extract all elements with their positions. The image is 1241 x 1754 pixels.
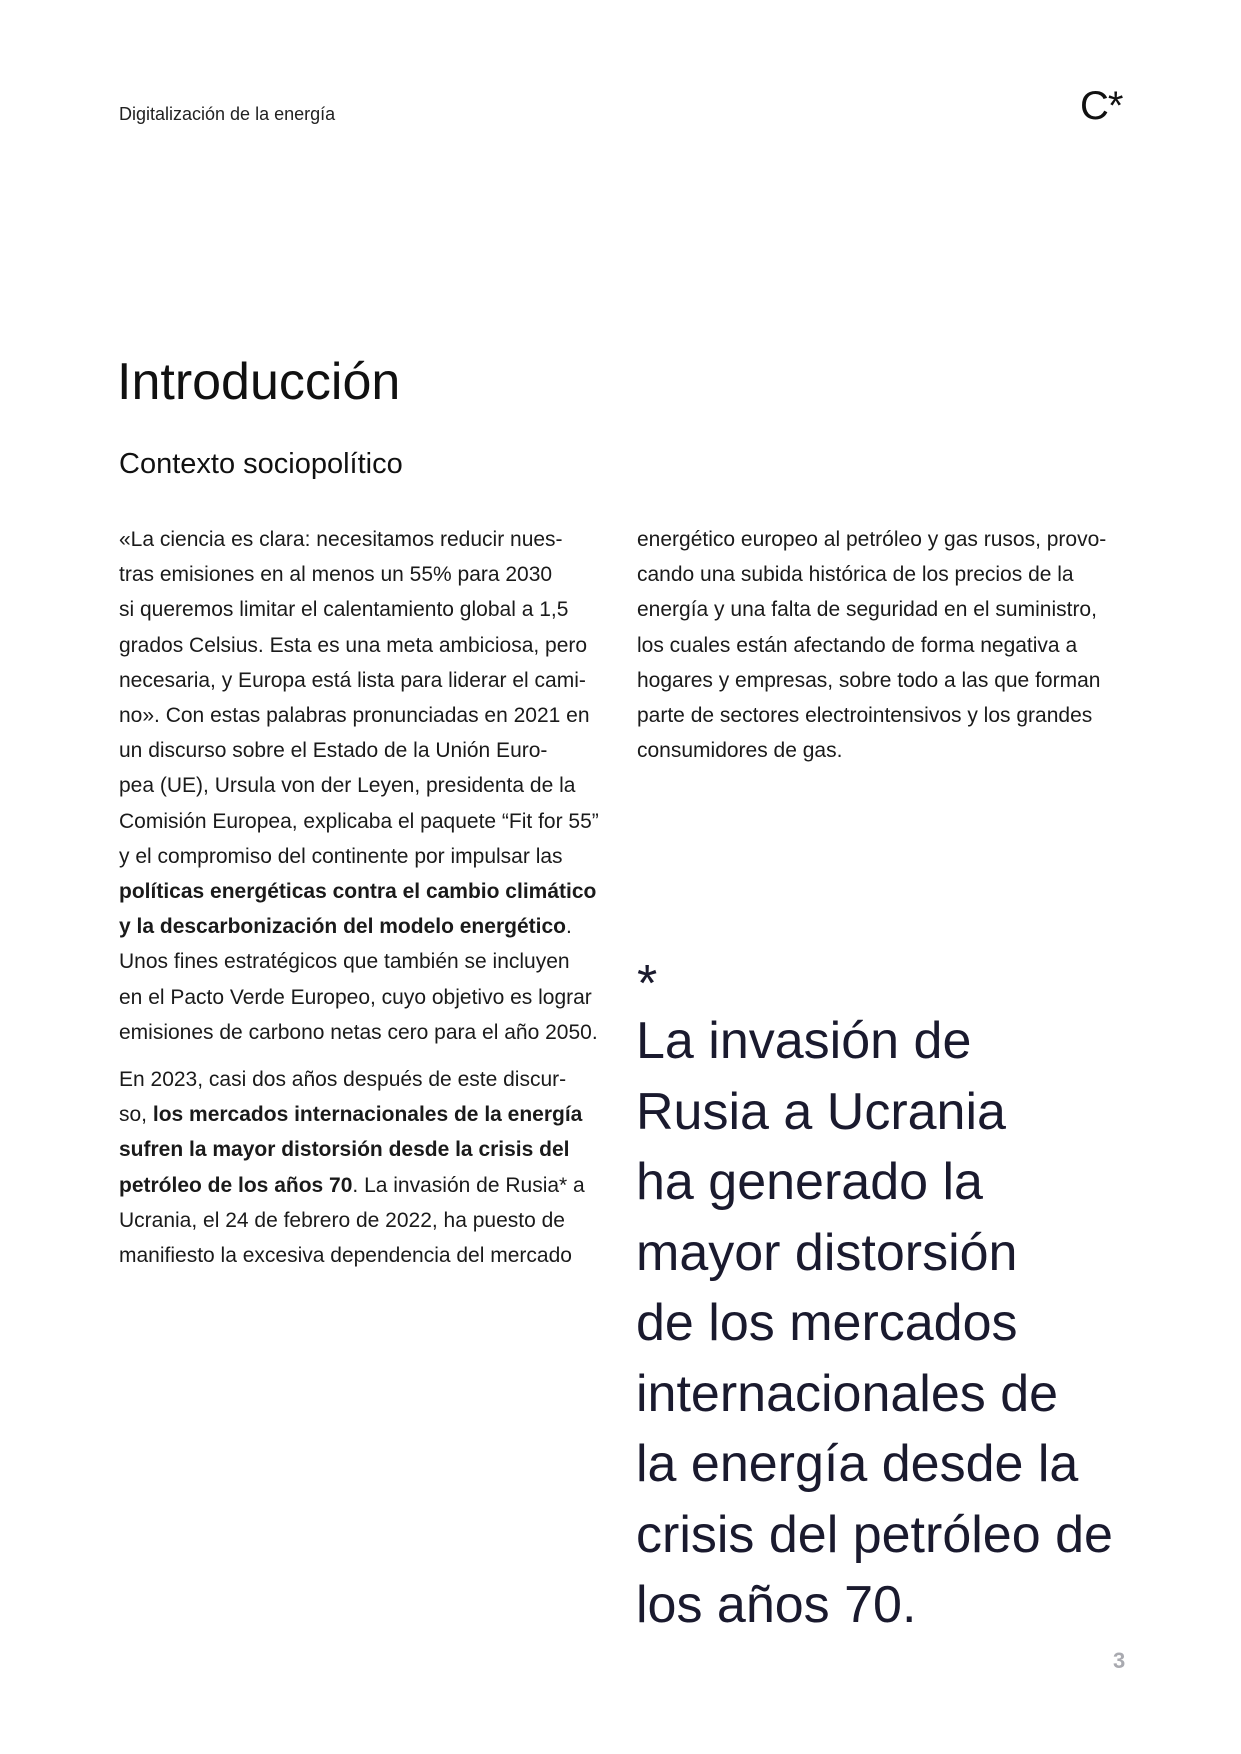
- text-line: tras emisiones en al menos un 55% para 2030: [119, 563, 553, 587]
- paragraph-2: [119, 1062, 619, 1273]
- period: .: [565, 915, 572, 939]
- left-column: [119, 522, 619, 1285]
- text: so,: [119, 1103, 153, 1127]
- bold-text-line: sufren la mayor distorsión desde la crisis del: [119, 1138, 570, 1162]
- pull-quote: [636, 1006, 1156, 1641]
- text-line: Comisión Europea, explicaba el paquete “Fit for 55”: [119, 809, 599, 833]
- text-line: [119, 1168, 619, 1203]
- pull-quote-line: Rusia a Ucrania: [636, 1082, 1006, 1141]
- text-line: [119, 1097, 619, 1132]
- text-line: pea (UE), Ursula von der Leyen, presidenta de la: [119, 774, 576, 798]
- bold-text-line: políticas energéticas contra el cambio climático: [119, 880, 597, 904]
- text-line: grados Celsius. Esta es una meta ambiciosa, pero: [119, 633, 588, 657]
- bold-text: los mercados internacionales de la energía: [152, 1103, 583, 1127]
- bold-text: petróleo de los años 70: [119, 1173, 353, 1197]
- text-line: parte de sectores electrointensivos y los grandes: [637, 704, 1093, 728]
- text-line: y el compromiso del continente por impulsar las: [119, 844, 563, 868]
- text-line: energético europeo al petróleo y gas rusos, provo-: [637, 528, 1107, 551]
- page-number: 3: [1113, 1648, 1126, 1673]
- text-line: manifiesto la excesiva dependencia del mercado: [119, 1244, 572, 1268]
- text-line: en el Pacto Verde Europeo, cuyo objetivo es lograr: [119, 985, 592, 1009]
- running-title: Digitalización de la energía: [119, 104, 336, 124]
- text: . La invasión de Rusia* a: [352, 1173, 585, 1197]
- pull-quote-line: la energía desde la: [636, 1435, 1079, 1493]
- text-line: energía y una falta de seguridad en el suministro,: [637, 598, 1097, 622]
- text-line: Ucrania, el 24 de febrero de 2022, ha puesto de: [119, 1208, 565, 1232]
- section-title: Introducción: [117, 353, 401, 411]
- pull-quote-line: crisis del petróleo de: [636, 1505, 1113, 1564]
- right-column: [637, 522, 1137, 768]
- text-line: cando una subida histórica de los precios de la: [637, 563, 1074, 587]
- asterisk-icon: *: [637, 955, 658, 1013]
- text-line: si queremos limitar el calentamiento global a 1,5: [119, 598, 569, 622]
- text-line: «La ciencia es clara: necesitamos reducir nues-: [119, 528, 563, 551]
- text-line: necesaria, y Europa está lista para liderar el cami-: [119, 668, 586, 692]
- bold-text: y la descarbonización del modelo energético: [119, 915, 566, 939]
- section-subtitle: Contexto sociopolítico: [119, 448, 403, 480]
- pull-quote-line: los años 70.: [636, 1576, 917, 1634]
- text-line: hogares y empresas, sobre todo a las que forman: [637, 668, 1101, 692]
- pull-quote-line: mayor distorsión: [636, 1223, 1018, 1282]
- text-line: [119, 909, 619, 944]
- text-line: emisiones de carbono netas cero para el año 2050.: [119, 1020, 598, 1044]
- pull-quote-line: de los mercados: [636, 1294, 1018, 1352]
- text-line: no». Con estas palabras pronunciadas en 2021 en: [119, 704, 590, 728]
- text-line: Unos fines estratégicos que también se incluyen: [119, 950, 570, 974]
- text-line: los cuales están afectando de forma negativa a: [637, 633, 1078, 657]
- paragraph-1: [119, 522, 619, 1050]
- text-line: un discurso sobre el Estado de la Unión Euro-: [119, 739, 548, 763]
- pull-quote-line: internacionales de: [636, 1364, 1059, 1423]
- pull-quote-line: ha generado la: [636, 1153, 983, 1211]
- pull-quote-line: La invasión de: [636, 1012, 972, 1070]
- text-line: consumidores de gas.: [637, 739, 843, 763]
- brand-logo: C*: [1080, 84, 1123, 128]
- text-line: En 2023, casi dos años después de este discur-: [119, 1068, 567, 1092]
